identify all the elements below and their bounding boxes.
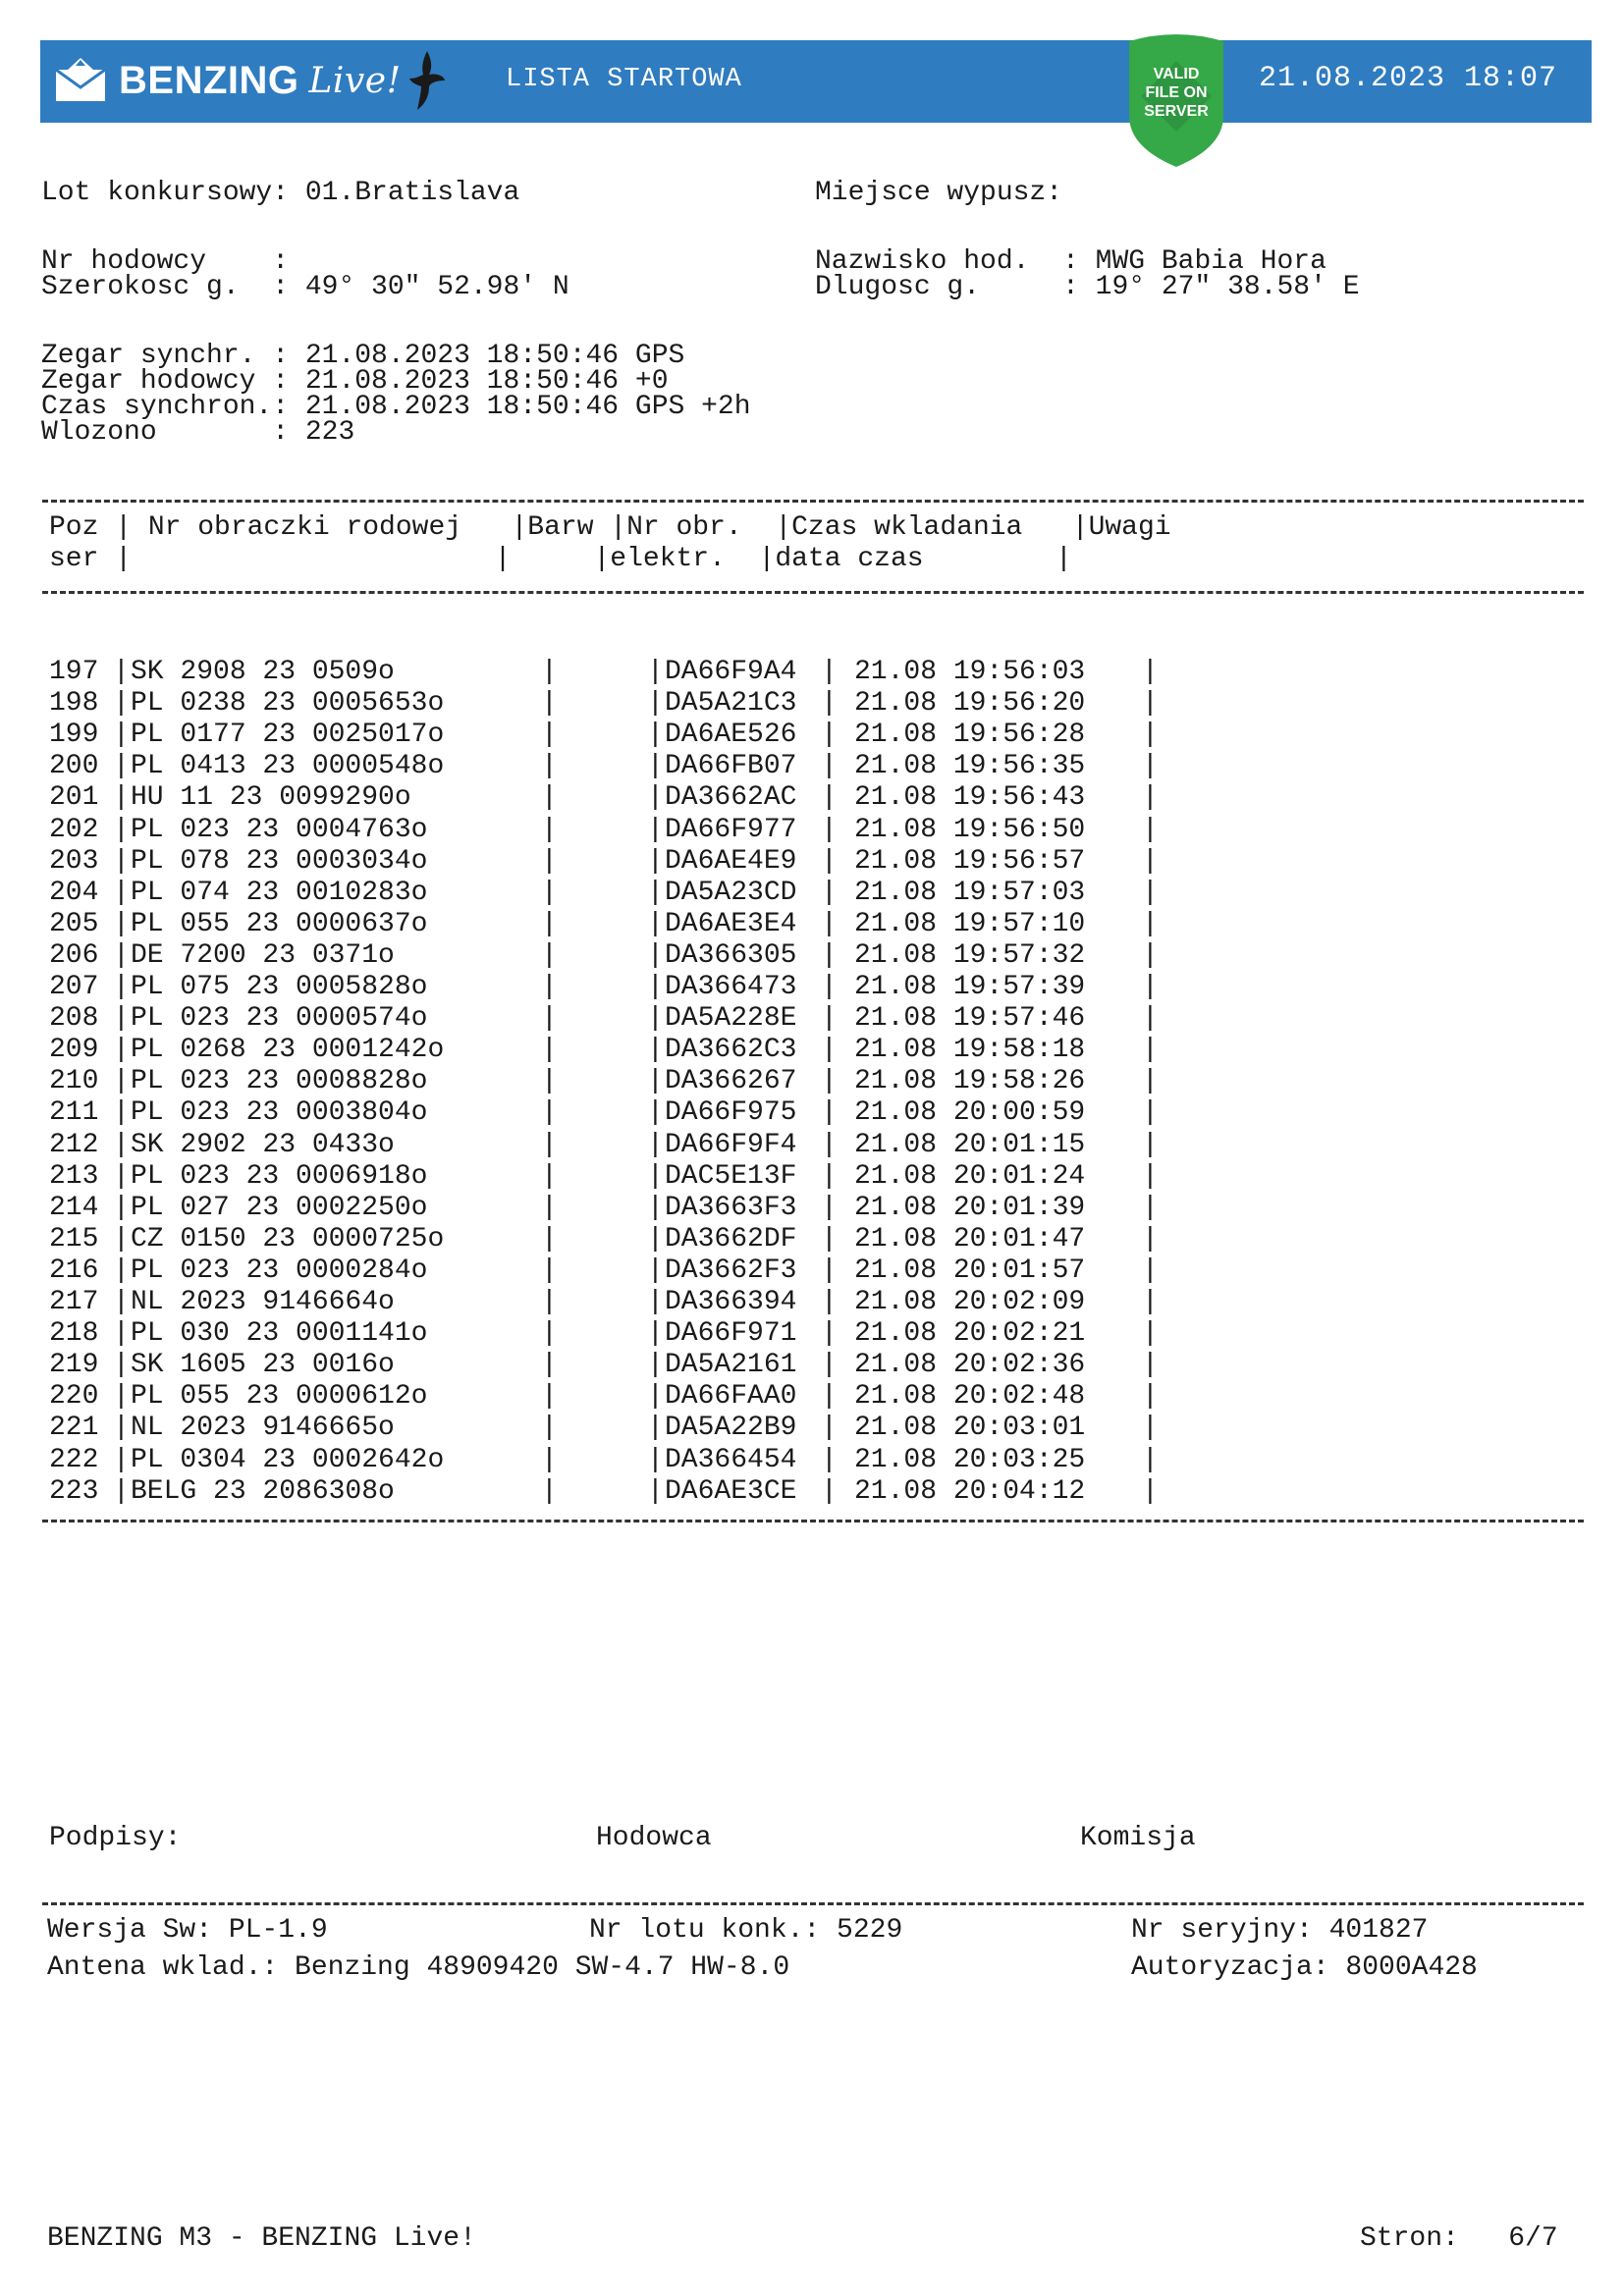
- column-separator: |: [113, 814, 130, 845]
- nr-seryjny: Nr seryjny: 401827: [1131, 1915, 1429, 1946]
- column-separator: |: [647, 814, 664, 845]
- table-cell-poz: 217: [49, 1287, 99, 1317]
- table-cell-ring: PL 075 23 0005828o: [131, 972, 428, 1002]
- table-cell-ring: PL 0238 23 0005653o: [131, 688, 445, 720]
- column-separator: |: [821, 908, 838, 939]
- column-separator: |: [821, 1192, 838, 1223]
- column-separator: |: [1142, 1129, 1159, 1160]
- table-cell-time: 21.08 19:56:50: [854, 814, 1086, 845]
- column-separator: |: [113, 1381, 130, 1413]
- column-separator: |: [541, 1381, 558, 1413]
- table-cell-time: 21.08 20:01:47: [854, 1223, 1086, 1255]
- column-separator: |: [821, 1475, 838, 1507]
- table-cell-poz: 205: [49, 908, 99, 939]
- column-separator: |: [1142, 1381, 1159, 1413]
- column-separator: |: [1142, 1035, 1159, 1066]
- column-separator: |: [541, 1129, 558, 1160]
- table-cell-chip: DA6AE526: [665, 720, 797, 751]
- table-cell-poz: 201: [49, 782, 99, 814]
- banner-title: LISTA STARTOWA: [506, 65, 742, 94]
- table-cell-time: 21.08 20:01:39: [854, 1192, 1086, 1223]
- column-separator: |: [647, 972, 664, 1002]
- table-cell-chip: DA366454: [665, 1444, 797, 1475]
- table-cell-time: 21.08 20:02:09: [854, 1287, 1086, 1317]
- table-cell-chip: DA3662DF: [665, 1223, 797, 1255]
- column-separator: |: [821, 1255, 838, 1286]
- zegar-synchr: Zegar synchr. : 21.08.2023 18:50:46 GPS: [41, 341, 685, 371]
- nr-lotu: Nr lotu konk.: 5229: [589, 1915, 903, 1946]
- table-cell-poz: 219: [49, 1350, 99, 1381]
- nr-hodowcy: Nr hodowcy :: [41, 246, 290, 277]
- table-cell-poz: 222: [49, 1444, 99, 1475]
- table-cell-chip: DA366267: [665, 1066, 797, 1097]
- table-cell-chip: DA6AE3E4: [665, 908, 797, 939]
- column-separator: |: [541, 939, 558, 971]
- column-separator: |: [647, 1255, 664, 1286]
- table-cell-chip: DA366473: [665, 972, 797, 1002]
- table-cell-time: 21.08 19:57:46: [854, 1003, 1086, 1035]
- column-separator: |: [647, 1318, 664, 1350]
- column-separator: |: [541, 845, 558, 877]
- column-separator: |: [821, 1035, 838, 1066]
- table-cell-ring: PL 0177 23 0025017o: [131, 720, 445, 751]
- column-separator: |: [647, 1381, 664, 1413]
- zegar-hodowcy: Zegar hodowcy : 21.08.2023 18:50:46 +0: [41, 366, 669, 397]
- table-cell-ring: PL 023 23 0000574o: [131, 1003, 428, 1035]
- hodowca-label: Hodowca: [596, 1823, 712, 1853]
- table-cell-ring: NL 2023 9146665o: [131, 1413, 395, 1444]
- column-separator: |: [821, 1003, 838, 1035]
- envelope-logo-icon: [54, 56, 109, 105]
- column-separator: |: [821, 720, 838, 751]
- column-separator: |: [1142, 908, 1159, 939]
- table-cell-time: 21.08 20:01:57: [854, 1255, 1086, 1286]
- column-separator: |: [647, 845, 664, 877]
- table-bottom-rule: [42, 1520, 1584, 1522]
- column-separator: |: [1142, 1192, 1159, 1223]
- column-separator: |: [821, 1160, 838, 1192]
- wersja-sw: Wersja Sw: PL-1.9: [47, 1915, 328, 1946]
- column-separator: |: [113, 1129, 130, 1160]
- column-separator: |: [647, 1223, 664, 1255]
- column-separator: |: [113, 972, 130, 1002]
- table-cell-poz: 216: [49, 1255, 99, 1286]
- table-cell-ring: PL 027 23 0002250o: [131, 1192, 428, 1223]
- column-separator: |: [647, 1066, 664, 1097]
- column-separator: |: [113, 845, 130, 877]
- column-separator: |: [647, 1192, 664, 1223]
- column-separator: |: [1142, 1223, 1159, 1255]
- table-cell-poz: 209: [49, 1035, 99, 1066]
- column-separator: |: [113, 782, 130, 814]
- table-cell-poz: 220: [49, 1381, 99, 1413]
- wlozono: Wlozono : 223: [41, 417, 355, 448]
- column-separator: |: [1142, 1066, 1159, 1097]
- table-cell-poz: 208: [49, 1003, 99, 1035]
- table-cell-ring: CZ 0150 23 0000725o: [131, 1223, 445, 1255]
- table-cell-ring: PL 023 23 0004763o: [131, 814, 428, 845]
- table-cell-poz: 203: [49, 845, 99, 877]
- column-separator: |: [113, 1035, 130, 1066]
- antena: Antena wklad.: Benzing 48909420 SW-4.7 HW-8.0: [47, 1952, 790, 1983]
- column-separator: |: [647, 1160, 664, 1192]
- column-separator: |: [647, 1287, 664, 1317]
- table-cell-poz: 215: [49, 1223, 99, 1255]
- table-cell-chip: DA5A21C3: [665, 688, 797, 720]
- column-separator: |: [647, 939, 664, 971]
- column-separator: |: [821, 1129, 838, 1160]
- table-cell-time: 21.08 20:02:48: [854, 1381, 1086, 1413]
- table-cell-poz: 223: [49, 1475, 99, 1507]
- table-cell-chip: DA5A22B9: [665, 1413, 797, 1444]
- column-separator: |: [541, 1413, 558, 1444]
- badge-line-1: VALID: [1153, 66, 1200, 82]
- column-separator: |: [1142, 751, 1159, 782]
- column-separator: |: [647, 1035, 664, 1066]
- table-cell-chip: DA6AE4E9: [665, 845, 797, 877]
- table-cell-ring: PL 023 23 0006918o: [131, 1160, 428, 1192]
- column-separator: |: [541, 1287, 558, 1317]
- column-separator: |: [821, 1318, 838, 1350]
- table-cell-poz: 202: [49, 814, 99, 845]
- table-cell-ring: HU 11 23 0099290o: [131, 782, 411, 814]
- column-separator: |: [541, 1003, 558, 1035]
- column-separator: |: [647, 1413, 664, 1444]
- table-cell-ring: PL 078 23 0003034o: [131, 845, 428, 877]
- table-cell-chip: DA66FB07: [665, 751, 797, 782]
- table-top-rule: [42, 500, 1584, 503]
- column-separator: |: [647, 1129, 664, 1160]
- table-cell-time: 21.08 19:56:57: [854, 845, 1086, 877]
- table-cell-time: 21.08 19:57:10: [854, 908, 1086, 939]
- column-separator: |: [113, 1413, 130, 1444]
- table-cell-poz: 207: [49, 972, 99, 1002]
- column-separator: |: [821, 1350, 838, 1381]
- czas-synchron: Czas synchron.: 21.08.2023 18:50:46 GPS +2h: [41, 392, 751, 422]
- column-separator: |: [647, 688, 664, 720]
- column-separator: |: [1142, 1160, 1159, 1192]
- nazwisko-hod: Nazwisko hod. : MWG Babia Hora: [815, 246, 1326, 277]
- column-separator: |: [541, 782, 558, 814]
- column-separator: |: [113, 908, 130, 939]
- miejsce-wypusz: Miejsce wypusz:: [815, 178, 1063, 208]
- column-separator: |: [113, 1255, 130, 1286]
- column-separator: |: [821, 814, 838, 845]
- column-separator: |: [647, 782, 664, 814]
- table-cell-chip: DA66F971: [665, 1318, 797, 1350]
- column-separator: |: [821, 1413, 838, 1444]
- column-separator: |: [1142, 1413, 1159, 1444]
- table-cell-poz: 221: [49, 1413, 99, 1444]
- column-separator: |: [821, 1097, 838, 1129]
- column-separator: |: [821, 1223, 838, 1255]
- table-cell-ring: PL 074 23 0010283o: [131, 877, 428, 908]
- table-cell-poz: 212: [49, 1129, 99, 1160]
- table-cell-chip: DA3662C3: [665, 1035, 797, 1066]
- table-cell-time: 21.08 19:58:26: [854, 1066, 1086, 1097]
- table-cell-time: 21.08 19:57:03: [854, 877, 1086, 908]
- column-separator: |: [113, 720, 130, 751]
- column-separator: |: [113, 1097, 130, 1129]
- column-separator: |: [647, 1475, 664, 1507]
- table-cell-chip: DA5A2161: [665, 1350, 797, 1381]
- column-separator: |: [113, 1318, 130, 1350]
- column-separator: |: [113, 751, 130, 782]
- column-separator: |: [1142, 1475, 1159, 1507]
- column-separator: |: [113, 1287, 130, 1317]
- column-separator: |: [113, 939, 130, 971]
- autoryzacja: Autoryzacja: 8000A428: [1131, 1952, 1478, 1983]
- table-cell-time: 21.08 20:01:15: [854, 1129, 1086, 1160]
- column-separator: |: [541, 1192, 558, 1223]
- column-separator: |: [1142, 657, 1159, 687]
- table-cell-ring: PL 055 23 0000612o: [131, 1381, 428, 1413]
- column-separator: |: [541, 1444, 558, 1475]
- table-cell-poz: 213: [49, 1160, 99, 1192]
- table-cell-ring: PL 0413 23 0000548o: [131, 751, 445, 782]
- column-separator: |: [647, 1444, 664, 1475]
- column-separator: |: [113, 1160, 130, 1192]
- column-separator: |: [1142, 688, 1159, 720]
- logo-text: BENZING: [119, 58, 299, 102]
- column-separator: |: [541, 1035, 558, 1066]
- table-cell-chip: DA5A228E: [665, 1003, 797, 1035]
- table-cell-time: 21.08 20:00:59: [854, 1097, 1086, 1129]
- table-cell-time: 21.08 20:04:12: [854, 1475, 1086, 1507]
- valid-file-badge-text: [1121, 65, 1231, 121]
- benzing-logo: [54, 51, 447, 110]
- column-separator: |: [541, 908, 558, 939]
- table-cell-ring: SK 1605 23 0016o: [131, 1350, 395, 1381]
- column-separator: |: [1142, 877, 1159, 908]
- column-separator: |: [647, 1003, 664, 1035]
- table-cell-chip: DA366394: [665, 1287, 797, 1317]
- column-separator: |: [1142, 1287, 1159, 1317]
- table-cell-time: 21.08 19:56:03: [854, 657, 1086, 687]
- column-separator: |: [541, 657, 558, 687]
- table-cell-poz: 210: [49, 1066, 99, 1097]
- table-cell-poz: 198: [49, 688, 99, 720]
- column-separator: |: [821, 1444, 838, 1475]
- column-separator: |: [113, 1444, 130, 1475]
- table-cell-ring: PL 023 23 0003804o: [131, 1097, 428, 1129]
- table-cell-poz: 206: [49, 939, 99, 971]
- column-separator: |: [821, 845, 838, 877]
- column-separator: |: [541, 1223, 558, 1255]
- table-cell-chip: DA66F977: [665, 814, 797, 845]
- table-cell-time: 21.08 19:56:35: [854, 751, 1086, 782]
- table-cell-chip: DA66F9A4: [665, 657, 797, 687]
- logo-live-text: Live!: [308, 60, 402, 101]
- table-cell-time: 21.08 19:56:20: [854, 688, 1086, 720]
- column-separator: |: [541, 1255, 558, 1286]
- table-cell-ring: DE 7200 23 0371o: [131, 939, 395, 971]
- column-separator: |: [541, 1097, 558, 1129]
- column-separator: |: [1142, 814, 1159, 845]
- table-cell-chip: DA66F9F4: [665, 1129, 797, 1160]
- table-cell-chip: DA3663F3: [665, 1192, 797, 1223]
- column-separator: |: [541, 972, 558, 1002]
- column-separator: |: [647, 908, 664, 939]
- table-cell-chip: DA66FAA0: [665, 1381, 797, 1413]
- banner-date: 21.08.2023 18:07: [1258, 62, 1557, 95]
- table-cell-chip: DAC5E13F: [665, 1160, 797, 1192]
- column-separator: |: [541, 720, 558, 751]
- column-separator: |: [541, 1160, 558, 1192]
- table-cell-ring: PL 023 23 0000284o: [131, 1255, 428, 1286]
- table-cell-chip: DA3662F3: [665, 1255, 797, 1286]
- table-cell-ring: SK 2908 23 0509o: [131, 657, 395, 687]
- table-cell-time: 21.08 20:03:01: [854, 1413, 1086, 1444]
- pigeon-logo-icon: [407, 49, 447, 112]
- column-separator: |: [1142, 720, 1159, 751]
- column-separator: |: [647, 751, 664, 782]
- column-separator: |: [113, 1192, 130, 1223]
- table-cell-chip: DA366305: [665, 939, 797, 971]
- table-cell-poz: 197: [49, 657, 99, 687]
- table-cell-time: 21.08 19:57:32: [854, 939, 1086, 971]
- column-separator: |: [821, 1066, 838, 1097]
- table-cell-ring: NL 2023 9146664o: [131, 1287, 395, 1317]
- column-separator: |: [541, 751, 558, 782]
- column-separator: |: [113, 1350, 130, 1381]
- column-separator: |: [647, 877, 664, 908]
- table-header-rule: [42, 591, 1584, 594]
- table-cell-ring: PL 055 23 0000637o: [131, 908, 428, 939]
- table-cell-poz: 200: [49, 751, 99, 782]
- column-separator: |: [647, 1350, 664, 1381]
- column-separator: |: [541, 1475, 558, 1507]
- table-cell-ring: PL 0268 23 0001242o: [131, 1035, 445, 1066]
- table-cell-chip: DA5A23CD: [665, 877, 797, 908]
- column-separator: |: [821, 751, 838, 782]
- column-separator: |: [821, 939, 838, 971]
- column-separator: |: [113, 657, 130, 687]
- column-separator: |: [541, 688, 558, 720]
- table-cell-chip: DA66F975: [665, 1097, 797, 1129]
- szerokosc: Szerokosc g. : 49° 30" 52.98' N: [41, 272, 569, 302]
- column-separator: |: [647, 1097, 664, 1129]
- table-cell-time: 21.08 19:56:43: [854, 782, 1086, 814]
- page-number: Stron: 6/7: [1360, 2223, 1558, 2254]
- podpisy-label: Podpisy:: [49, 1823, 182, 1853]
- table-header-line-2: ser | | |elektr. |data czas |: [49, 544, 1072, 574]
- dlugosc: Dlugosc g. : 19° 27" 38.58' E: [815, 272, 1360, 302]
- column-separator: |: [821, 657, 838, 687]
- lot-konkursowy: Lot konkursowy: 01.Bratislava: [41, 178, 520, 208]
- footer-rule: [42, 1902, 1584, 1905]
- table-cell-poz: 211: [49, 1097, 99, 1129]
- table-cell-poz: 218: [49, 1318, 99, 1350]
- table-cell-time: 21.08 20:02:21: [854, 1318, 1086, 1350]
- table-cell-time: 21.08 20:01:24: [854, 1160, 1086, 1192]
- badge-line-3: SERVER: [1144, 103, 1209, 120]
- column-separator: |: [1142, 1255, 1159, 1286]
- column-separator: |: [541, 1066, 558, 1097]
- table-cell-time: 21.08 20:02:36: [854, 1350, 1086, 1381]
- column-separator: |: [1142, 1350, 1159, 1381]
- column-separator: |: [113, 1066, 130, 1097]
- table-cell-poz: 204: [49, 877, 99, 908]
- column-separator: |: [1142, 1318, 1159, 1350]
- column-separator: |: [1142, 972, 1159, 1002]
- column-separator: |: [113, 1003, 130, 1035]
- table-cell-poz: 199: [49, 720, 99, 751]
- badge-line-2: FILE ON: [1145, 84, 1208, 101]
- column-separator: |: [647, 657, 664, 687]
- column-separator: |: [541, 814, 558, 845]
- table-cell-time: 21.08 19:58:18: [854, 1035, 1086, 1066]
- table-cell-ring: BELG 23 2086308o: [131, 1475, 395, 1507]
- table-cell-poz: 214: [49, 1192, 99, 1223]
- column-separator: |: [821, 1381, 838, 1413]
- column-separator: |: [1142, 782, 1159, 814]
- column-separator: |: [113, 688, 130, 720]
- table-cell-ring: PL 0304 23 0002642o: [131, 1444, 445, 1475]
- column-separator: |: [1142, 1003, 1159, 1035]
- column-separator: |: [113, 877, 130, 908]
- column-separator: |: [821, 877, 838, 908]
- table-header-line-1: Poz | Nr obraczki rodowej |Barw |Nr obr. |Czas wkladania |Uwagi: [49, 512, 1171, 543]
- column-separator: |: [821, 972, 838, 1002]
- table-cell-time: 21.08 19:56:28: [854, 720, 1086, 751]
- table-cell-ring: PL 030 23 0001141o: [131, 1318, 428, 1350]
- column-separator: |: [821, 782, 838, 814]
- column-separator: |: [1142, 845, 1159, 877]
- column-separator: |: [1142, 939, 1159, 971]
- column-separator: |: [1142, 1097, 1159, 1129]
- table-cell-time: 21.08 20:03:25: [854, 1444, 1086, 1475]
- table-cell-time: 21.08 19:57:39: [854, 972, 1086, 1002]
- column-separator: |: [113, 1223, 130, 1255]
- column-separator: |: [647, 720, 664, 751]
- table-cell-ring: PL 023 23 0008828o: [131, 1066, 428, 1097]
- table-cell-chip: DA3662AC: [665, 782, 797, 814]
- komisja-label: Komisja: [1080, 1823, 1196, 1853]
- column-separator: |: [541, 1318, 558, 1350]
- column-separator: |: [541, 1350, 558, 1381]
- column-separator: |: [821, 1287, 838, 1317]
- table-cell-chip: DA6AE3CE: [665, 1475, 797, 1507]
- column-separator: |: [1142, 1444, 1159, 1475]
- table-cell-ring: SK 2902 23 0433o: [131, 1129, 395, 1160]
- column-separator: |: [821, 688, 838, 720]
- column-separator: |: [541, 877, 558, 908]
- product-name: BENZING M3 - BENZING Live!: [47, 2223, 476, 2254]
- column-separator: |: [113, 1475, 130, 1507]
